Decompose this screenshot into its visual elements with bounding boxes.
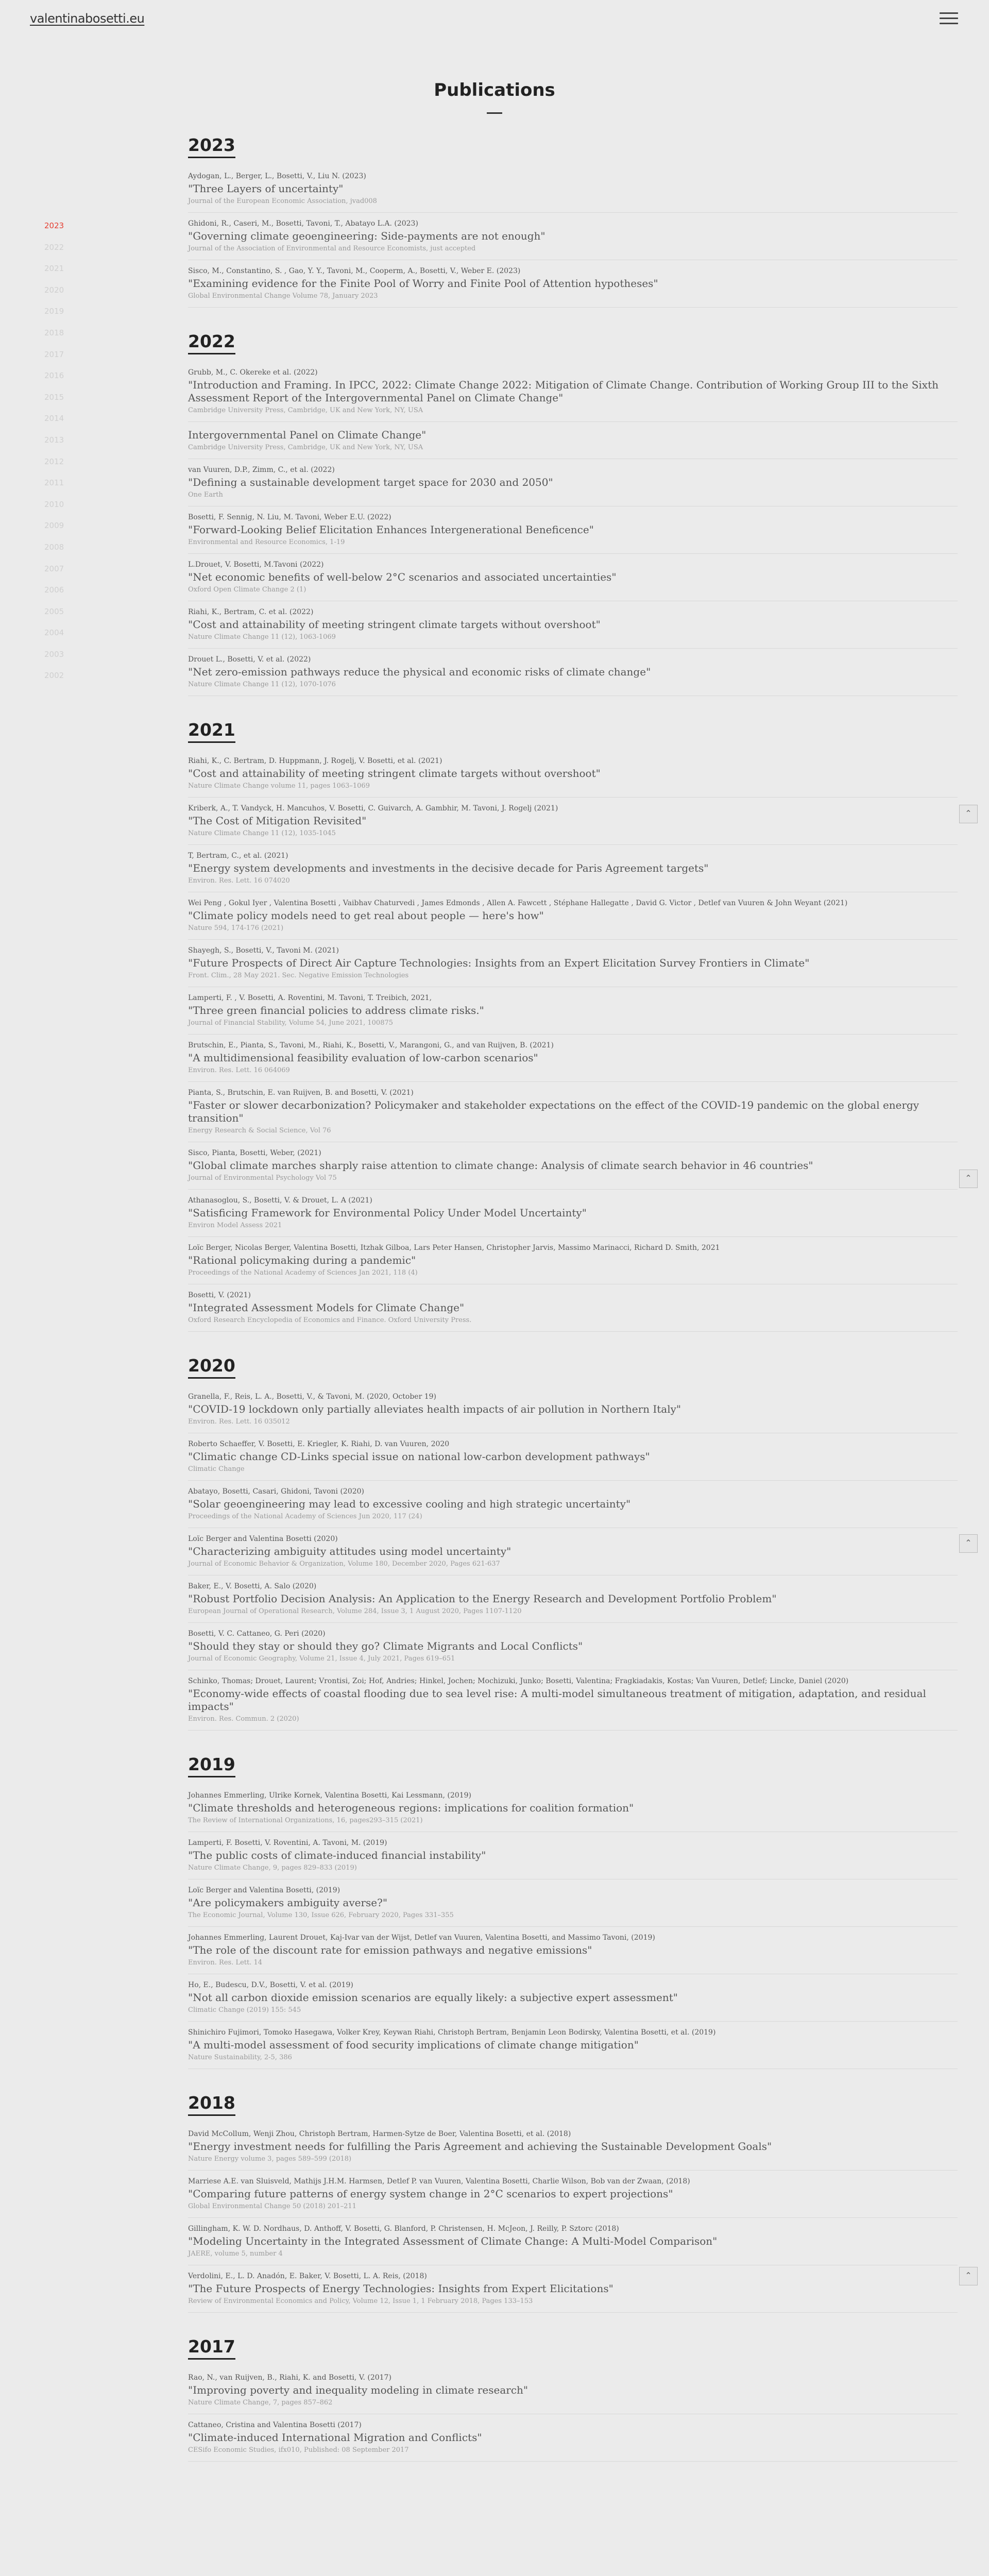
publication-title[interactable]: "The public costs of climate-induced financial instability" xyxy=(188,1849,486,1861)
publication-venue: Journal of Financial Stability, Volume 54, June 2021, 100875 xyxy=(188,1019,394,1027)
publication-item xyxy=(188,2171,958,2218)
year-heading: 2022 xyxy=(188,331,235,354)
publication-venue: Nature Climate Change 11 (12), 1063-1069 xyxy=(188,633,336,641)
publication-venue: Front. Clim., 28 May 2021. Sec. Negative Emission Technologies xyxy=(188,972,409,979)
publication-title[interactable]: "Climatic change CD-Links special issue on national low-carbon development pathways" xyxy=(188,1450,650,1463)
publication-title[interactable]: "Energy system developments and investments in the decisive decade for Paris Agreement targets" xyxy=(188,862,709,874)
publication-title[interactable]: "The Cost of Mitigation Revisited" xyxy=(188,815,367,827)
publication-title[interactable]: "COVID-19 lockdown only partially alleviates health impacts of air pollution in Northern Italy" xyxy=(188,1403,681,1415)
title-divider xyxy=(487,112,502,114)
publication-authors: Johannes Emmerling, Ulrike Kornek, Valentina Bosetti, Kai Lessmann, (2019) xyxy=(188,1791,471,1800)
publication-title[interactable]: "Climate-induced International Migration and Conflicts" xyxy=(188,2431,482,2444)
publication-authors: Ho, E., Budescu, D.V., Bosetti, V. et al. (2019) xyxy=(188,1981,353,1989)
publication-title[interactable]: "Net zero-emission pathways reduce the physical and economic risks of climate change" xyxy=(188,666,651,678)
publication-venue: Global Environmental Change Volume 78, January 2023 xyxy=(188,292,378,300)
year-nav-item[interactable]: 2010 xyxy=(44,499,64,509)
publications-list xyxy=(188,135,958,2462)
publication-venue: Proceedings of the National Academy of Sciences Jan 2021, 118 (4) xyxy=(188,1269,418,1277)
publication-title[interactable]: "Integrated Assessment Models for Climate Change" xyxy=(188,1301,465,1314)
hamburger-icon[interactable] xyxy=(940,12,958,25)
top-bar xyxy=(0,0,989,36)
publication-authors: Lamperti, F. Bosetti, V. Roventini, A. Tavoni, M. (2019) xyxy=(188,1839,387,1847)
publication-title[interactable]: "Net economic benefits of well-below 2°C scenarios and associated uncertainties" xyxy=(188,571,617,583)
publication-authors: Pianta, S., Brutschin, E. van Ruijven, B. and Bosetti, V. (2021) xyxy=(188,1089,414,1097)
publication-authors: L.Drouet, V. Bosetti, M.Tavoni (2022) xyxy=(188,561,324,569)
publication-item xyxy=(188,1035,958,1082)
publication-item xyxy=(188,601,958,649)
publication-authors: Johannes Emmerling, Laurent Drouet, Kaj-Ivar van der Wijst, Detlef van Vuuren, Valentina Bosetti, and Massimo Tavoni, (2019) xyxy=(188,1934,655,1942)
publication-title[interactable]: "Energy investment needs for fulfilling the Paris Agreement and achieving the Sustainable Development Goals" xyxy=(188,2140,772,2153)
publication-item xyxy=(188,1481,958,1528)
publication-venue: Oxford Open Climate Change 2 (1) xyxy=(188,586,306,594)
publication-title[interactable]: "Improving poverty and inequality modeling in climate research" xyxy=(188,2384,528,2396)
publication-venue: Oxford Research Encyclopedia of Economics and Finance. Oxford University Press. xyxy=(188,1316,472,1324)
publication-authors: Athanasoglou, S., Bosetti, V. & Drouet, L. A (2021) xyxy=(188,1196,372,1205)
publication-venue: Environ. Res. Lett. 14 xyxy=(188,1959,263,1967)
publication-venue: Environ. Res. Lett. 16 074020 xyxy=(188,877,290,885)
publication-item xyxy=(188,1623,958,1670)
year-nav-item[interactable]: 2004 xyxy=(44,628,64,638)
publication-venue: Environ. Res. Lett. 16 035012 xyxy=(188,1418,290,1426)
publication-venue: Nature Climate Change volume 11, pages 1063–1069 xyxy=(188,782,370,790)
year-section xyxy=(188,2069,958,2313)
publication-title[interactable]: "Climate policy models need to get real about people — here's how" xyxy=(188,909,544,922)
year-heading: 2021 xyxy=(188,720,235,743)
year-heading: 2019 xyxy=(188,1754,235,1777)
publication-venue: Nature Climate Change 11 (12), 1035-1045 xyxy=(188,829,336,837)
publication-item xyxy=(188,1528,958,1575)
year-heading: 2017 xyxy=(188,2336,235,2360)
chevron-up-icon[interactable]: ⌃ xyxy=(959,805,978,823)
publication-venue: Journal of Economic Behavior & Organization, Volume 180, December 2020, Pages 621-637 xyxy=(188,1560,500,1568)
year-section xyxy=(188,135,958,308)
publication-venue: Environmental and Resource Economics, 1-19 xyxy=(188,538,345,546)
year-heading: 2018 xyxy=(188,2093,235,2116)
year-nav-item[interactable]: 2019 xyxy=(44,307,64,316)
site-logo[interactable]: valentinabosetti.eu xyxy=(30,11,145,26)
publication-title[interactable]: "Examining evidence for the Finite Pool of Worry and Finite Pool of Attention hypotheses" xyxy=(188,277,658,290)
year-nav-item[interactable]: 2023 xyxy=(44,221,64,230)
publication-authors: Brutschin, E., Pianta, S., Tavoni, M., Riahi, K., Bosetti, V., Marangoni, G., and van Ruijven, B. (2021) xyxy=(188,1041,554,1049)
publication-title[interactable]: "Comparing future patterns of energy system change in 2°C scenarios to expert projections" xyxy=(188,2188,673,2200)
publication-authors: Bosetti, V. (2021) xyxy=(188,1291,251,1299)
publication-venue: European Journal of Operational Research, Volume 284, Issue 3, 1 August 2020, Pages 1107-1120 xyxy=(188,1607,522,1615)
year-section xyxy=(188,1731,958,2069)
year-section xyxy=(188,696,958,1332)
publication-authors: Ghidoni, R., Caseri, M., Bosetti, Tavoni, T., Abatayo L.A. (2023) xyxy=(188,219,418,228)
page-title: Publications xyxy=(434,80,555,100)
publication-venue: Cambridge University Press, Cambridge, UK and New York, NY, USA xyxy=(188,444,423,451)
publication-title[interactable]: "Are policymakers ambiguity averse?" xyxy=(188,1896,388,1909)
publication-title[interactable]: "Not all carbon dioxide emission scenarios are equally likely: a subjective expert assessment" xyxy=(188,1991,678,2004)
publication-authors: Aydogan, L., Berger, L., Bosetti, V., Liu N. (2023) xyxy=(188,172,366,180)
publication-authors: van Vuuren, D.P., Zimm, C., et al. (2022) xyxy=(188,466,335,474)
publication-title[interactable]: "Characterizing ambiguity attitudes using model uncertainty" xyxy=(188,1545,511,1557)
publication-venue: Journal of Economic Geography, Volume 21, Issue 4, July 2021, Pages 619–651 xyxy=(188,1655,455,1663)
publication-authors: Loïc Berger and Valentina Bosetti (2020) xyxy=(188,1535,338,1543)
publication-venue: Nature Climate Change, 9, pages 829–833 (2019) xyxy=(188,1864,357,1872)
publication-authors: Riahi, K., Bertram, C. et al. (2022) xyxy=(188,608,314,616)
publication-item xyxy=(188,506,958,554)
publication-item xyxy=(188,213,958,260)
publication-authors: Shayegh, S., Bosetti, V., Tavoni M. (2021) xyxy=(188,946,339,955)
year-nav-item[interactable]: 2002 xyxy=(44,671,64,681)
year-nav-item[interactable]: 2018 xyxy=(44,328,64,337)
publication-item xyxy=(188,2123,958,2171)
publication-title[interactable]: "Three green financial policies to address climate risks." xyxy=(188,1004,484,1016)
publication-item xyxy=(188,554,958,601)
publication-authors: Kriberk, A., T. Vandyck, H. Mancuhos, V. Bosetti, C. Guivarch, A. Gambhir, M. Tavoni, J. Rogelj (2021) xyxy=(188,804,558,812)
publication-item xyxy=(188,892,958,940)
publication-venue: Global Environmental Change 50 (2018) 201–211 xyxy=(188,2202,356,2210)
publication-venue: Journal of the European Economic Association, jvad008 xyxy=(188,197,377,205)
publication-authors: Loïc Berger and Valentina Bosetti, (2019) xyxy=(188,1886,340,1894)
publication-title[interactable]: "Defining a sustainable development target space for 2030 and 2050" xyxy=(188,476,553,488)
year-navigation xyxy=(44,221,70,692)
publication-title[interactable]: "Satisficing Framework for Environmental Policy Under Model Uncertainty" xyxy=(188,1207,587,1219)
publication-venue: Energy Research & Social Science, Vol 76 xyxy=(188,1127,331,1134)
year-section xyxy=(188,2313,958,2462)
publication-venue: JAERE, volume 5, number 4 xyxy=(188,2250,283,2258)
publication-item xyxy=(188,2265,958,2313)
publication-item xyxy=(188,750,958,798)
publication-authors: Sisco, M., Constantino, S. , Gao, Y. Y., Tavoni, M., Cooperm, A., Bosetti, V., Weber E. (2023) xyxy=(188,267,521,275)
publication-authors: Wei Peng , Gokul Iyer , Valentina Bosetti , Vaibhav Chaturvedi , James Edmonds , Allen A. Fawcett , Stéphane Hallegatte , David G. Victor , Detlef van Vuuren & John Weyant (2021) xyxy=(188,899,848,907)
publication-authors: Loïc Berger, Nicolas Berger, Valentina Bosetti, Itzhak Gilboa, Lars Peter Hansen, Christopher Jarvis, Massimo Marinacci, Richard D. Smith, 2021 xyxy=(188,1244,720,1252)
publication-venue: Nature Climate Change 11 (12), 1070-1076 xyxy=(188,681,336,688)
year-nav-item[interactable]: 2007 xyxy=(44,564,64,573)
publication-title[interactable]: "Forward-Looking Belief Elicitation Enhances Intergenerational Beneficence" xyxy=(188,523,594,536)
publication-authors: Verdolini, E., L. D. Anadón, E. Baker, V. Bosetti, L. A. Reis, (2018) xyxy=(188,2272,427,2280)
publication-item xyxy=(188,2367,958,2414)
publication-item xyxy=(188,940,958,987)
year-nav-item[interactable]: 2020 xyxy=(44,285,64,295)
publication-item xyxy=(188,165,958,213)
publication-item xyxy=(188,1190,958,1237)
publication-venue: Proceedings of the National Academy of Sciences Jun 2020, 117 (24) xyxy=(188,1513,422,1520)
year-nav-item[interactable]: 2021 xyxy=(44,264,64,274)
year-nav-item[interactable]: 2008 xyxy=(44,542,64,552)
publication-venue: Environ. Res. Commun. 2 (2020) xyxy=(188,1715,299,1723)
publication-authors: Baker, E., V. Bosetti, A. Salo (2020) xyxy=(188,1582,317,1590)
publication-item xyxy=(188,422,958,459)
publication-item xyxy=(188,2022,958,2069)
publication-title[interactable]: "Climate thresholds and heterogeneous regions: implications for coalition formation" xyxy=(188,1802,634,1814)
year-nav-item[interactable]: 2003 xyxy=(44,649,64,659)
publication-title[interactable]: "Cost and attainability of meeting stringent climate targets without overshoot" xyxy=(188,767,601,779)
year-nav-item[interactable]: 2005 xyxy=(44,606,64,616)
publication-title[interactable]: "Faster or slower decarbonization? Policymaker and stakeholder expectations on the effect of the COVID-19 pandemic on the global energy transition" xyxy=(188,1099,919,1124)
publication-title[interactable]: Intergovernmental Panel on Climate Change" xyxy=(188,429,427,441)
publication-authors: Roberto Schaeffer, V. Bosetti, E. Kriegler, K. Riahi, D. van Vuuren, 2020 xyxy=(188,1440,450,1448)
publication-item xyxy=(188,987,958,1035)
publication-item xyxy=(188,1785,958,1832)
year-nav-item[interactable]: 2013 xyxy=(44,435,64,445)
year-nav-item[interactable]: 2015 xyxy=(44,392,64,402)
publication-item xyxy=(188,798,958,845)
publication-item xyxy=(188,1386,958,1433)
publication-venue: Nature Climate Change, 7, pages 857–862 xyxy=(188,2399,333,2406)
publication-title[interactable]: "Three Layers of uncertainty" xyxy=(188,182,344,195)
publication-authors: Grubb, M., C. Okereke et al. (2022) xyxy=(188,368,318,377)
year-nav-item[interactable]: 2006 xyxy=(44,585,64,595)
publication-venue: One Earth xyxy=(188,491,223,499)
publication-title[interactable]: "The Future Prospects of Energy Technologies: Insights from Expert Elicitations" xyxy=(188,2282,613,2295)
publication-title[interactable]: "Global climate marches sharply raise attention to climate change: Analysis of climate search behavior in 46 countries" xyxy=(188,1159,813,1172)
publication-authors: Bosetti, F. Sennig, N. Liu, M. Tavoni, Weber E.U. (2022) xyxy=(188,513,391,521)
publication-authors: Shinichiro Fujimori, Tomoko Hasegawa, Volker Krey, Keywan Riahi, Christoph Bertram, Benjamin Leon Bodirsky, Valentina Bosetti, et al. (2019) xyxy=(188,2028,716,2037)
publication-title[interactable]: "Governing climate geoengineering: Side-payments are not enough" xyxy=(188,230,545,242)
publication-item xyxy=(188,1284,958,1332)
publication-title[interactable]: "A multi-model assessment of food security implications of climate change mitigation" xyxy=(188,2039,639,2051)
publication-title[interactable]: "Economy-wide effects of coastal flooding due to sea level rise: A multi-model simultaneous treatment of mitigation, adaptation, and residual impacts" xyxy=(188,1687,926,1713)
publication-item xyxy=(188,459,958,506)
publication-venue: Nature Sustainability, 2-5, 386 xyxy=(188,2054,292,2061)
publication-item xyxy=(188,649,958,696)
publication-authors: Gillingham, K. W. D. Nordhaus, D. Anthoff, V. Bosetti, G. Blanford, P. Christensen, H. McJeon, J. Reilly, P. Sztorc (2018) xyxy=(188,2225,619,2233)
publication-item xyxy=(188,1433,958,1481)
publication-venue: The Economic Journal, Volume 130, Issue 626, February 2020, Pages 331–355 xyxy=(188,1911,454,1919)
year-section xyxy=(188,308,958,696)
publication-authors: Granella, F., Reis, L. A., Bosetti, V., & Tavoni, M. (2020, October 19) xyxy=(188,1393,436,1401)
publication-title[interactable]: "The role of the discount rate for emission pathways and negative emissions" xyxy=(188,1944,592,1956)
publication-item xyxy=(188,1879,958,1927)
publication-authors: Drouet L., Bosetti, V. et al. (2022) xyxy=(188,655,311,664)
year-nav-item[interactable]: 2017 xyxy=(44,349,64,359)
publication-venue: Nature Energy volume 3, pages 589–599 (2018) xyxy=(188,2155,352,2163)
publication-item xyxy=(188,1575,958,1623)
publication-title[interactable]: "Should they stay or should they go? Climate Migrants and Local Conflicts" xyxy=(188,1640,583,1652)
publication-title[interactable]: "Rational policymaking during a pandemic" xyxy=(188,1254,416,1266)
publication-title[interactable]: "Introduction and Framing. In IPCC, 2022: Climate Change 2022: Mitigation of Climate Change. Contribution of Working Group III to the Sixth Assessment Report of the Intergovernmental Panel on Climate Change" xyxy=(188,379,939,404)
publication-item xyxy=(188,845,958,892)
publication-item xyxy=(188,1974,958,2022)
publication-authors: Rao, N., van Ruijven, B., Riahi, K. and Bosetti, V. (2017) xyxy=(188,2374,391,2382)
publication-venue: Cambridge University Press, Cambridge, UK and New York, NY, USA xyxy=(188,406,423,414)
year-heading: 2020 xyxy=(188,1355,235,1379)
publication-item xyxy=(188,1832,958,1879)
chevron-up-icon[interactable]: ⌃ xyxy=(959,1170,978,1188)
publication-authors: Marriese A.E. van Sluisveld, Mathijs J.H.M. Harmsen, Detlef P. van Vuuren, Valentina Bosetti, Charlie Wilson, Bob van der Zwaan, (2018) xyxy=(188,2177,690,2185)
publication-authors: Riahi, K., C. Bertram, D. Huppmann, J. Rogelj, V. Bosetti, et al. (2021) xyxy=(188,757,442,765)
year-nav-item[interactable]: 2009 xyxy=(44,521,64,531)
publication-title[interactable]: "Cost and attainability of meeting stringent climate targets without overshoot" xyxy=(188,618,601,631)
publication-item xyxy=(188,1082,958,1142)
publication-venue: Journal of Environmental Psychology Vol 75 xyxy=(188,1174,337,1182)
publication-authors: David McCollum, Wenji Zhou, Christoph Bertram, Harmen-Sytze de Boer, Valentina Bosetti, et al. (2018) xyxy=(188,2130,571,2138)
publication-venue: Environ Model Assess 2021 xyxy=(188,1222,282,1229)
publication-title[interactable]: "Future Prospects of Direct Air Capture Technologies: Insights from an Expert Elicitation Survey Frontiers in Climate" xyxy=(188,957,810,969)
publication-item xyxy=(188,2218,958,2265)
publication-item xyxy=(188,260,958,308)
publication-item xyxy=(188,1927,958,1974)
publication-venue: The Review of International Organizations, 16, pages293–315 (2021) xyxy=(188,1817,423,1824)
publication-title[interactable]: "Robust Portfolio Decision Analysis: An Application to the Energy Research and Development Portfolio Problem" xyxy=(188,1592,777,1605)
publication-venue: Environ. Res. Lett. 16 064069 xyxy=(188,1066,290,1074)
publication-title[interactable]: "A multidimensional feasibility evaluation of low-carbon scenarios" xyxy=(188,1052,538,1064)
publication-title[interactable]: "Modeling Uncertainty in the Integrated Assessment of Climate Change: A Multi-Model Comparison" xyxy=(188,2235,718,2247)
publication-item xyxy=(188,1142,958,1190)
publication-authors: Lamperti, F. , V. Bosetti, A. Roventini, M. Tavoni, T. Treibich, 2021, xyxy=(188,994,432,1002)
publication-authors: Bosetti, V. C. Cattaneo, G. Peri (2020) xyxy=(188,1630,326,1638)
publication-venue: Nature 594, 174-176 (2021) xyxy=(188,924,284,932)
publication-venue: Climatic Change (2019) 155: 545 xyxy=(188,2006,301,2014)
publication-venue: Journal of the Association of Environmental and Resource Economists, just accepted xyxy=(188,245,476,252)
year-nav-item[interactable]: 2014 xyxy=(44,414,64,423)
publication-title[interactable]: "Solar geoengineering may lead to excessive cooling and high strategic uncertainty" xyxy=(188,1498,631,1510)
publication-item xyxy=(188,1237,958,1284)
year-nav-item[interactable]: 2022 xyxy=(44,242,64,252)
publication-item xyxy=(188,1670,958,1731)
chevron-up-icon[interactable]: ⌃ xyxy=(959,1534,978,1553)
publication-venue: CESifo Economic Studies, ifx010, Published: 08 September 2017 xyxy=(188,2446,409,2454)
publication-authors: Sisco, Pianta, Bosetti, Weber, (2021) xyxy=(188,1149,321,1157)
publication-item xyxy=(188,2414,958,2462)
year-nav-item[interactable]: 2016 xyxy=(44,371,64,381)
publication-authors: Abatayo, Bosetti, Casari, Ghidoni, Tavoni (2020) xyxy=(188,1487,365,1496)
publication-item xyxy=(188,362,958,422)
publication-venue: Review of Environmental Economics and Policy, Volume 12, Issue 1, 1 February 2018, Pages 133–153 xyxy=(188,2297,533,2305)
year-section xyxy=(188,1332,958,1731)
publication-venue: Climatic Change xyxy=(188,1465,245,1473)
publication-authors: T, Bertram, C., et al. (2021) xyxy=(188,852,288,860)
year-nav-item[interactable]: 2011 xyxy=(44,478,64,488)
publication-authors: Cattaneo, Cristina and Valentina Bosetti (2017) xyxy=(188,2421,362,2429)
year-heading: 2023 xyxy=(188,135,235,158)
publication-authors: Schinko, Thomas; Drouet, Laurent; Vrontisi, Zoi; Hof, Andries; Hinkel, Jochen; Mochizuki, Junko; Bosetti, Valentina; Fragkiadakis, Kostas; Van Vuuren, Detlef; Lincke, Daniel (2020) xyxy=(188,1677,849,1685)
chevron-up-icon[interactable]: ⌃ xyxy=(959,2267,978,2285)
year-nav-item[interactable]: 2012 xyxy=(44,456,64,466)
